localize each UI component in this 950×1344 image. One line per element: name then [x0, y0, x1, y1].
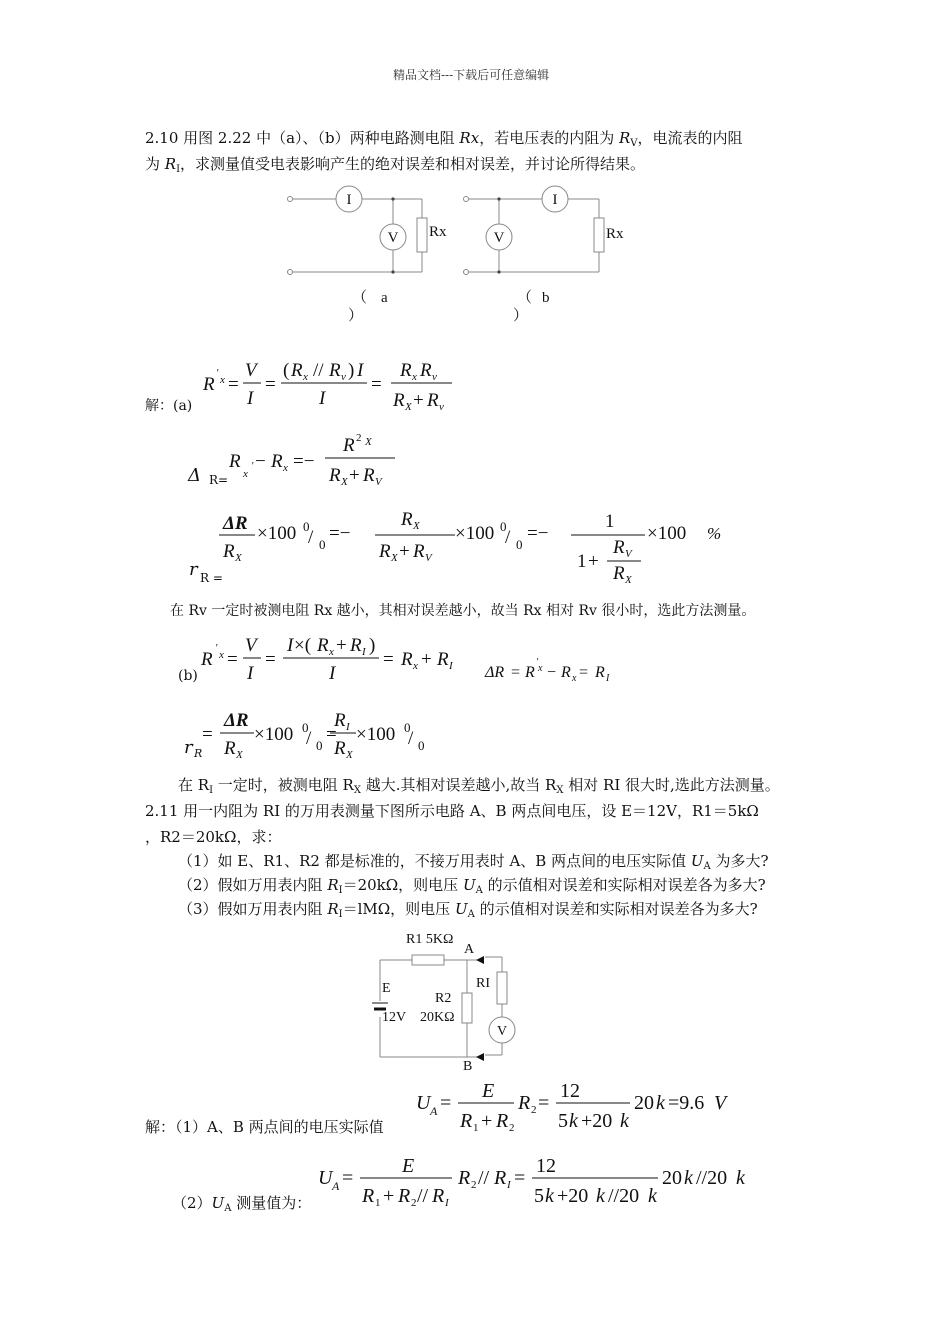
circuit-diagram-2-11 — [360, 925, 530, 1075]
svg-text:R: R — [317, 635, 329, 656]
svg-text:R: R — [343, 435, 355, 456]
svg-text:2: 2 — [411, 1197, 417, 1209]
svg-text://: // — [417, 1185, 429, 1207]
svg-text:0: 0 — [319, 537, 326, 552]
svg-text:×100: ×100 — [647, 523, 687, 544]
svg-text:R: R — [401, 649, 413, 670]
svg-text:U: U — [416, 1092, 431, 1114]
answer-1-text: 解：（1）A、B 两点间的电压实际值 — [145, 1118, 384, 1136]
svg-text:1: 1 — [473, 1122, 479, 1134]
svg-text:×100: ×100 — [356, 724, 396, 745]
svg-text:0: 0 — [316, 738, 323, 753]
svg-text:=−: =− — [527, 523, 549, 544]
svg-text:R: R — [432, 1185, 445, 1207]
svg-text:X: X — [413, 520, 420, 532]
circuit2-r2-value: 20KΩ — [420, 1010, 455, 1025]
svg-text:k: k — [648, 1185, 657, 1207]
svg-text:R: R — [329, 360, 341, 381]
svg-text:R: R — [561, 664, 571, 681]
svg-text:R: R — [595, 664, 605, 681]
svg-text:0: 0 — [404, 720, 411, 735]
circuit2-e-value: 12V — [382, 1010, 407, 1025]
svg-text:X: X — [625, 574, 632, 586]
svg-text:x: x — [243, 468, 248, 480]
svg-text:0: 0 — [303, 519, 310, 534]
svg-text:′: ′ — [251, 460, 254, 472]
formula-relative-error-a — [215, 505, 735, 590]
svg-text:R: R — [518, 1092, 531, 1114]
svg-text:R: R — [401, 509, 413, 530]
formula-rx-measured-a — [195, 350, 465, 420]
svg-text:%: % — [707, 524, 722, 543]
svg-text:k: k — [545, 1185, 554, 1207]
svg-text:R: R — [291, 360, 303, 381]
svg-text:+20: +20 — [557, 1185, 589, 1207]
svg-text:=: = — [326, 724, 337, 745]
caption-b-close: ） — [513, 308, 529, 324]
question-2-11-line-1: 2.11 用一内阻为 RI 的万用表测量下图所示电路 A、B 两点间电压，设 E＝12V，R1＝5kΩ — [145, 802, 759, 820]
svg-text:x: x — [283, 462, 288, 474]
svg-text:1: 1 — [605, 511, 615, 532]
svg-text:×100: ×100 — [257, 523, 297, 544]
formula-delta-r-a — [225, 425, 415, 495]
circuit2-ri-label: RI — [476, 976, 490, 991]
svg-text:×100: ×100 — [254, 724, 294, 745]
svg-text:k: k — [569, 1110, 578, 1132]
svg-text:V: V — [245, 635, 257, 656]
svg-text:V: V — [245, 360, 257, 381]
svg-text:2: 2 — [509, 1122, 515, 1134]
svg-text:×100: ×100 — [455, 523, 495, 544]
svg-text:): ) — [348, 360, 355, 381]
svg-text:X: X — [405, 401, 412, 413]
svg-text:V: V — [625, 548, 632, 560]
svg-text:V: V — [425, 552, 432, 564]
svg-text:R: R — [398, 1185, 411, 1207]
svg-text:R: R — [334, 710, 346, 731]
svg-text:=: = — [538, 1092, 550, 1114]
svg-text:v: v — [432, 371, 437, 383]
svg-text:12: 12 — [536, 1155, 556, 1177]
caption-a: a — [381, 290, 388, 306]
solution-a-label: 解：(a) — [145, 398, 193, 414]
svg-text:+: + — [588, 551, 599, 572]
svg-text:x: x — [303, 371, 308, 383]
svg-text:=9.6: =9.6 — [668, 1092, 705, 1114]
caption-a-open: （ — [352, 290, 368, 306]
svg-text:=: = — [579, 664, 589, 681]
svg-text:R: R — [437, 649, 449, 670]
svg-text:2: 2 — [471, 1179, 477, 1191]
svg-text:R: R — [223, 541, 235, 562]
svg-text:=: = — [511, 664, 521, 681]
svg-text:R: R — [334, 738, 346, 759]
svg-text:x: x — [220, 374, 225, 386]
svg-text:X: X — [391, 552, 398, 564]
circuit2-e-label: E — [382, 981, 391, 996]
svg-text:x: x — [329, 646, 334, 658]
svg-text:−: − — [547, 664, 557, 681]
svg-text:I: I — [507, 1179, 511, 1191]
svg-text:R: R — [329, 465, 341, 486]
svg-text:R: R — [201, 649, 213, 670]
svg-text:=: = — [440, 1092, 452, 1114]
voltmeter-label-a: V — [387, 230, 399, 246]
svg-text:/: / — [306, 728, 312, 749]
caption-b: b — [542, 290, 550, 306]
svg-text:k: k — [736, 1167, 745, 1189]
svg-text:+: + — [399, 541, 410, 562]
r-relative-symbol-a: r — [189, 559, 198, 580]
svg-text:U: U — [318, 1167, 333, 1189]
svg-text:20: 20 — [662, 1167, 682, 1189]
svg-text:R: R — [613, 563, 625, 584]
svg-text:0: 0 — [418, 738, 425, 753]
svg-text:V: V — [714, 1092, 727, 1114]
svg-text:k: k — [620, 1110, 629, 1132]
svg-text:1: 1 — [577, 551, 587, 572]
svg-text:X: X — [365, 436, 372, 448]
voltmeter-label-b: V — [493, 230, 505, 246]
solution-b-label: (b) — [178, 668, 198, 684]
formula-ua-actual — [410, 1075, 740, 1137]
svg-text:0: 0 — [302, 720, 309, 735]
svg-text:I: I — [357, 360, 364, 381]
svg-text:I: I — [287, 635, 294, 656]
circuit2-voltmeter-label: V — [496, 1024, 508, 1039]
svg-text:x: x — [219, 649, 224, 661]
svg-text:x: x — [572, 673, 577, 684]
svg-text:12: 12 — [560, 1080, 580, 1102]
svg-text:′: ′ — [536, 657, 539, 668]
svg-text:R: R — [458, 1167, 471, 1189]
delta-r-sub: R= — [209, 473, 229, 487]
svg-text:k: k — [684, 1167, 693, 1189]
svg-text:A: A — [332, 1179, 340, 1193]
svg-text:=−: =− — [329, 523, 351, 544]
svg-text:=: = — [227, 649, 238, 670]
r-relative-sub-b: R — [194, 747, 203, 760]
svg-text:=: = — [514, 1167, 526, 1189]
svg-text:=: = — [228, 374, 239, 395]
svg-text:R: R — [613, 537, 625, 558]
ammeter-label-b: I — [552, 192, 558, 208]
svg-text:v: v — [341, 371, 346, 383]
svg-text:+20: +20 — [581, 1110, 613, 1132]
svg-text:/: / — [505, 527, 511, 548]
svg-text:I: I — [606, 673, 610, 684]
svg-text:+: + — [383, 1185, 395, 1207]
svg-text:−: − — [255, 451, 266, 472]
caption-b-open: （ — [517, 290, 533, 306]
svg-text://: // — [313, 360, 324, 381]
svg-text:R: R — [363, 465, 375, 486]
svg-text:R: R — [350, 635, 362, 656]
svg-text:E: E — [482, 1080, 495, 1102]
svg-text:+: + — [413, 390, 424, 411]
svg-text:R: R — [362, 1185, 375, 1207]
svg-text:I: I — [319, 388, 326, 409]
svg-text:1: 1 — [375, 1197, 381, 1209]
question-2-11-item-1: （1）如 E、R1、R2 都是标准的，不接万用表时 A、B 两点间的电压实际值 $U_A$ 为多大? — [178, 852, 769, 872]
svg-text:k: k — [656, 1092, 665, 1114]
svg-text:X: X — [236, 749, 243, 761]
svg-text:=: = — [265, 374, 276, 395]
circuit2-r2-label: R2 — [435, 991, 452, 1006]
svg-text:×(: ×( — [294, 635, 312, 656]
page-header: 精品文档---下载后可任意编辑 — [393, 68, 550, 82]
svg-text:=: = — [383, 649, 394, 670]
svg-text:A: A — [430, 1104, 438, 1118]
svg-text:I: I — [445, 1197, 449, 1209]
question-2-11-line-2: ，R2＝20kΩ，求： — [145, 828, 282, 846]
svg-text://: // — [478, 1167, 490, 1189]
svg-text:X: X — [341, 476, 348, 488]
svg-text:=: = — [265, 649, 276, 670]
question-2-10-line-1: 2.10 用图 2.22 中（a）、（b）两种电路测电阻 Rx，若电压表的内阻为 $R_V$，电流表的内阻 — [145, 129, 743, 149]
svg-text:0: 0 — [500, 519, 507, 534]
formula-relative-error-b — [198, 700, 438, 765]
caption-a-close: ） — [348, 308, 364, 324]
svg-text:I: I — [247, 663, 254, 684]
resistor-label-b: Rx — [606, 226, 624, 242]
svg-text:I: I — [247, 388, 254, 409]
svg-text:R: R — [203, 374, 215, 395]
ammeter-label-a: I — [346, 192, 352, 208]
svg-text:R: R — [496, 1110, 509, 1132]
svg-text:R: R — [393, 390, 405, 411]
circuit2-a-label: A — [464, 942, 475, 957]
svg-text:k: k — [596, 1185, 605, 1207]
circuit-diagrams-ab — [280, 180, 630, 330]
svg-text:2: 2 — [356, 432, 362, 444]
svg-text:5: 5 — [534, 1185, 544, 1207]
svg-text://20: //20 — [696, 1167, 728, 1189]
svg-text:R: R — [379, 541, 391, 562]
svg-text:=: = — [371, 374, 382, 395]
svg-text:R: R — [525, 664, 535, 681]
svg-text:E: E — [402, 1155, 415, 1177]
svg-text:R: R — [224, 738, 236, 759]
svg-text:/: / — [308, 527, 314, 548]
svg-text:20: 20 — [634, 1092, 654, 1114]
question-2-11-item-2: （2）假如万用表内阻 $R_I=20k\Omega$，则电压 $U_A$ 的示值相对误差和实际相对误差各为多大? — [178, 876, 766, 896]
svg-text:X: X — [346, 749, 353, 761]
svg-text:R: R — [400, 360, 412, 381]
svg-text:x: x — [538, 663, 543, 674]
answer-2-text: $(2)U_A$ 测量值为： — [172, 1194, 312, 1214]
svg-text:5: 5 — [558, 1110, 568, 1132]
resistor-label-a: Rx — [429, 224, 447, 240]
svg-text:I: I — [362, 646, 366, 658]
svg-text:(: ( — [283, 360, 290, 381]
formula-ua-measured — [312, 1150, 762, 1210]
svg-text:′: ′ — [215, 642, 218, 654]
svg-text:ΔR: ΔR — [224, 710, 249, 731]
svg-text://20: //20 — [608, 1185, 640, 1207]
svg-text:R: R — [460, 1110, 473, 1132]
svg-text:R: R — [420, 360, 432, 381]
svg-text:2: 2 — [531, 1104, 537, 1116]
svg-text:x: x — [412, 371, 417, 383]
svg-text:R: R — [427, 390, 439, 411]
svg-text:R: R — [271, 451, 283, 472]
svg-text:X: X — [235, 552, 242, 564]
svg-text:/: / — [408, 728, 414, 749]
svg-text:=: = — [202, 724, 213, 745]
svg-text:I: I — [449, 660, 453, 672]
svg-text:R: R — [413, 541, 425, 562]
svg-text:+: + — [336, 635, 347, 656]
circuit2-r1-label: R1 5KΩ — [406, 932, 454, 947]
delta-r-symbol: Δ — [188, 465, 201, 486]
svg-text:+: + — [421, 649, 432, 670]
svg-text:=: = — [342, 1167, 354, 1189]
svg-text:+: + — [349, 465, 360, 486]
formula-rx-measured-b — [195, 625, 655, 695]
question-2-11-item-3: （3）假如万用表内阻 $R_I=lM\Omega$，则电压 $U_A$ 的示值相对误差和实际相对误差各为多大? — [178, 900, 758, 920]
svg-text:I: I — [346, 721, 350, 733]
svg-text:x: x — [413, 660, 418, 672]
svg-text:V: V — [375, 476, 382, 488]
svg-text:R: R — [494, 1167, 507, 1189]
svg-text:R: R — [229, 451, 241, 472]
question-2-10-line-2: 为 $R_I$，求测量值受电表影响产生的绝对误差和相对误差，并讨论所得结果。 — [145, 155, 646, 175]
r-relative-symbol-b: r — [184, 737, 193, 758]
svg-text:′: ′ — [216, 367, 219, 379]
svg-text:ΔR: ΔR — [485, 664, 505, 681]
svg-text:ΔR: ΔR — [223, 513, 248, 534]
svg-text:I: I — [329, 663, 336, 684]
svg-text:0: 0 — [516, 537, 523, 552]
discussion-a: 在 Rv 一定时被测电阻 Rx 越小，其相对误差越小，故当 Rx 相对 Rv 很小时，选此方法测量。 — [170, 603, 756, 619]
discussion-b: 在 $R_I$ 一定时，被测电阻 $R_X$ 越大.其相对误差越小,故当 $R_X$ 相对 RI 很大时,选此方法测量。 — [178, 776, 780, 796]
svg-text:=−: =− — [293, 451, 315, 472]
svg-text:+: + — [481, 1110, 493, 1132]
svg-text:v: v — [439, 401, 444, 413]
r-relative-sub-a: R = — [200, 571, 223, 585]
svg-text:): ) — [369, 635, 376, 656]
circuit2-b-label: B — [463, 1059, 473, 1074]
